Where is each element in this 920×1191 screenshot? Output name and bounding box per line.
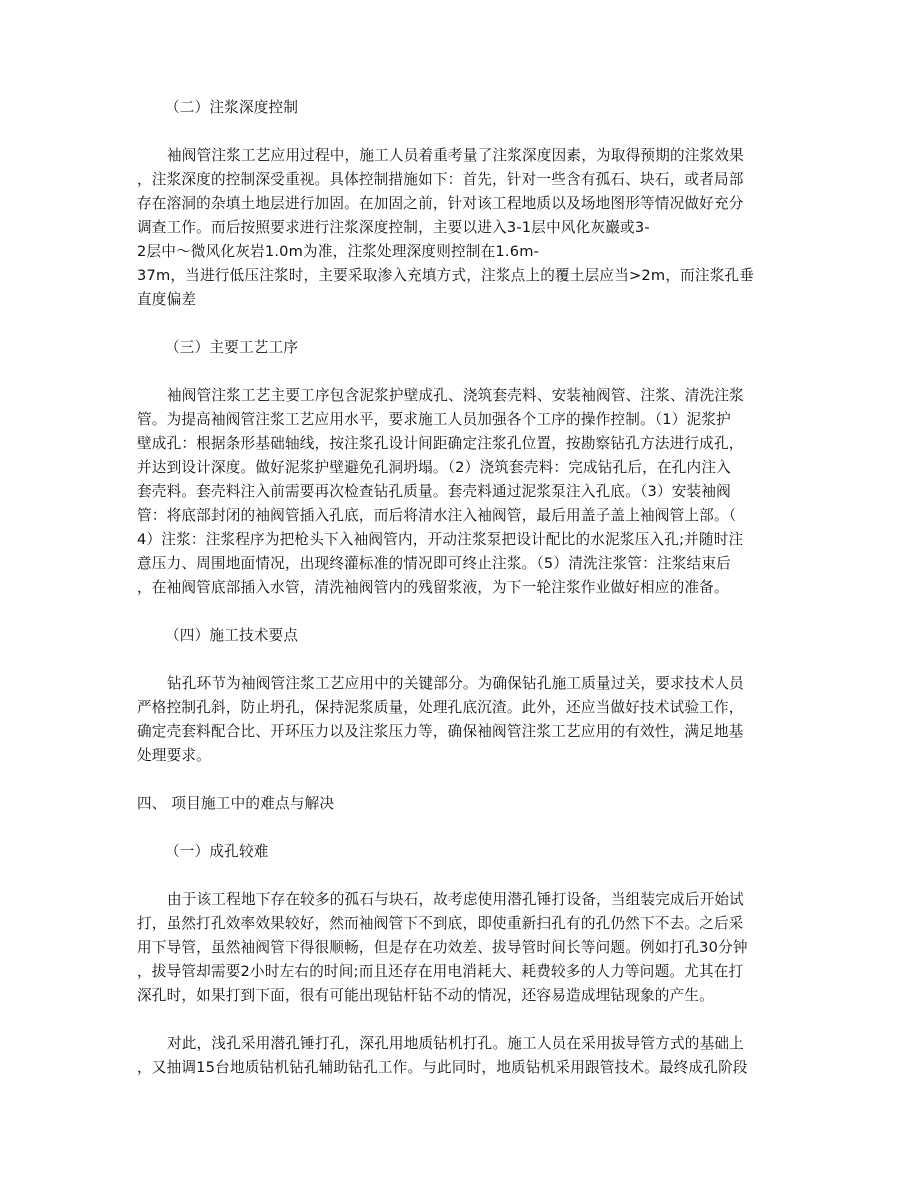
section-heading-depth-control: （二）注浆深度控制 [165,99,299,116]
text-line: 套壳料。套壳料注入前需要再次检查钻孔质量。套壳料通过泥浆泵注入孔底。（3）安装袖阀 [137,483,731,500]
text-line: 对此，浅孔采用潜孔锤打孔，深孔用地质钻机打孔。施工人员在采用拔导管方式的基础上 [167,1035,744,1052]
text-line: 4）注浆：注浆程序为把枪头下入袖阀管内，开动注浆泵把设计配比的水泥浆压入孔;并随时注 [137,531,744,548]
text-line: 意压力、周围地面情况，出现终灌标准的情况即可终止注浆。（5）清洗注浆管：注浆结束后 [137,555,731,572]
section-heading-technical-points: （四）施工技术要点 [165,627,299,644]
paragraph-main-process [137,384,787,600]
text-line: 处理要求。 [137,747,211,764]
text-line: 深孔时，如果打到下面，很有可能出现钻杆钻不动的情况，还容易造成埋钻现象的产生。 [137,987,714,1004]
text-line: ，又抽调15台地质钻机钻孔辅助钻孔工作。与此同时，地质钻机采用跟管技术。最终成孔阶段 [137,1059,748,1076]
text-line: ，在袖阀管底部插入水管，清洗袖阀管内的残留浆液，为下一轮注浆作业做好相应的准备。 [137,579,729,596]
text-line: 管：将底部封闭的袖阀管插入孔底，而后将清水注入袖阀管，最后用盖子盖上袖阀管上部。（ [137,507,737,524]
text-line: 钻孔环节为袖阀管注浆工艺应用中的关键部分。为确保钻孔施工质量过关，要求技术人员 [167,675,744,692]
document-body [137,96,787,1104]
text-line: 调查工作。而后按照要求进行注浆深度控制，主要以进入3-1层中风化灰巖或3- [137,219,650,236]
text-line: 壁成孔：根据条形基础轴线，按注浆孔设计间距确定注浆孔位置，按勘察钻孔方法进行成孔， [137,435,744,452]
section-heading-main-process: （三）主要工艺工序 [165,339,299,356]
text-line: 2层中～微风化灰岩1.0m为准，注浆处理深度则控制在1.6m- [137,243,540,260]
text-line: 严格控制孔斜，防止坍孔，保持泥浆质量，处理孔底沉渣。此外，还应当做好技术试验工作， [137,699,744,716]
paragraph-hole-forming [137,888,787,1008]
paragraph-solution [137,1032,787,1080]
text-line: ，注浆深度的控制深受重视。具体控制措施如下：首先，针对一些含有孤石、块石，或者局部 [137,171,744,188]
text-line: ，拔导管却需要2小时左右的时间;而且还存在用电消耗大、耗费较多的人力等问题。尤其在打 [137,963,744,980]
paragraph-technical-points [137,672,787,768]
text-line: 并达到设计深度。做好泥浆护壁避免孔洞坍塌。（2）浇筑套壳料：完成钻孔后，在孔内注入 [137,459,731,476]
paragraph-depth-control [137,144,787,312]
text-line: 用下导管，虽然袖阀管下得很顺畅，但是存在功效差、拔导管时间长等问题。例如打孔30分钟 [137,939,748,956]
text-line: 管。为提高袖阀管注浆工艺应用水平，要求施工人员加强各个工序的操作控制。（1）泥浆护 [137,411,731,428]
text-line: 确定壳套料配合比、开环压力以及注浆压力等，确保袖阀管注浆工艺应用的有效性，满足地基 [137,723,744,740]
text-line: 袖阀管注浆工艺应用过程中，施工人员着重考量了注浆深度因素，为取得预期的注浆效果 [167,147,744,164]
text-line: 打，虽然打孔效率效果较好，然而袖阀管下不到底，即使重新扫孔有的孔仍然下不去。之后采 [137,915,744,932]
text-line: 由于该工程地下存在较多的孤石与块石，故考虑使用潜孔锤打设备，当组装完成后开始试 [167,891,744,908]
text-line: 袖阀管注浆工艺主要工序包含泥浆护壁成孔、浇筑套壳料、安装袖阀管、注浆、清洗注浆 [167,387,744,404]
section-heading-difficulties: 四、 项目施工中的难点与解决 [137,795,335,812]
text-line: 37m，当进行低压注浆时，主要采取渗入充填方式，注浆点上的覆土层应当>2m，而注浆孔垂 [137,267,755,284]
section-heading-hole-forming: （一）成孔较难 [165,843,269,860]
text-line: 直度偏差 [137,291,197,308]
text-line: 存在溶洞的杂填土地层进行加固。在加固之前，针对该工程地质以及场地图形等情况做好充分 [137,195,744,212]
